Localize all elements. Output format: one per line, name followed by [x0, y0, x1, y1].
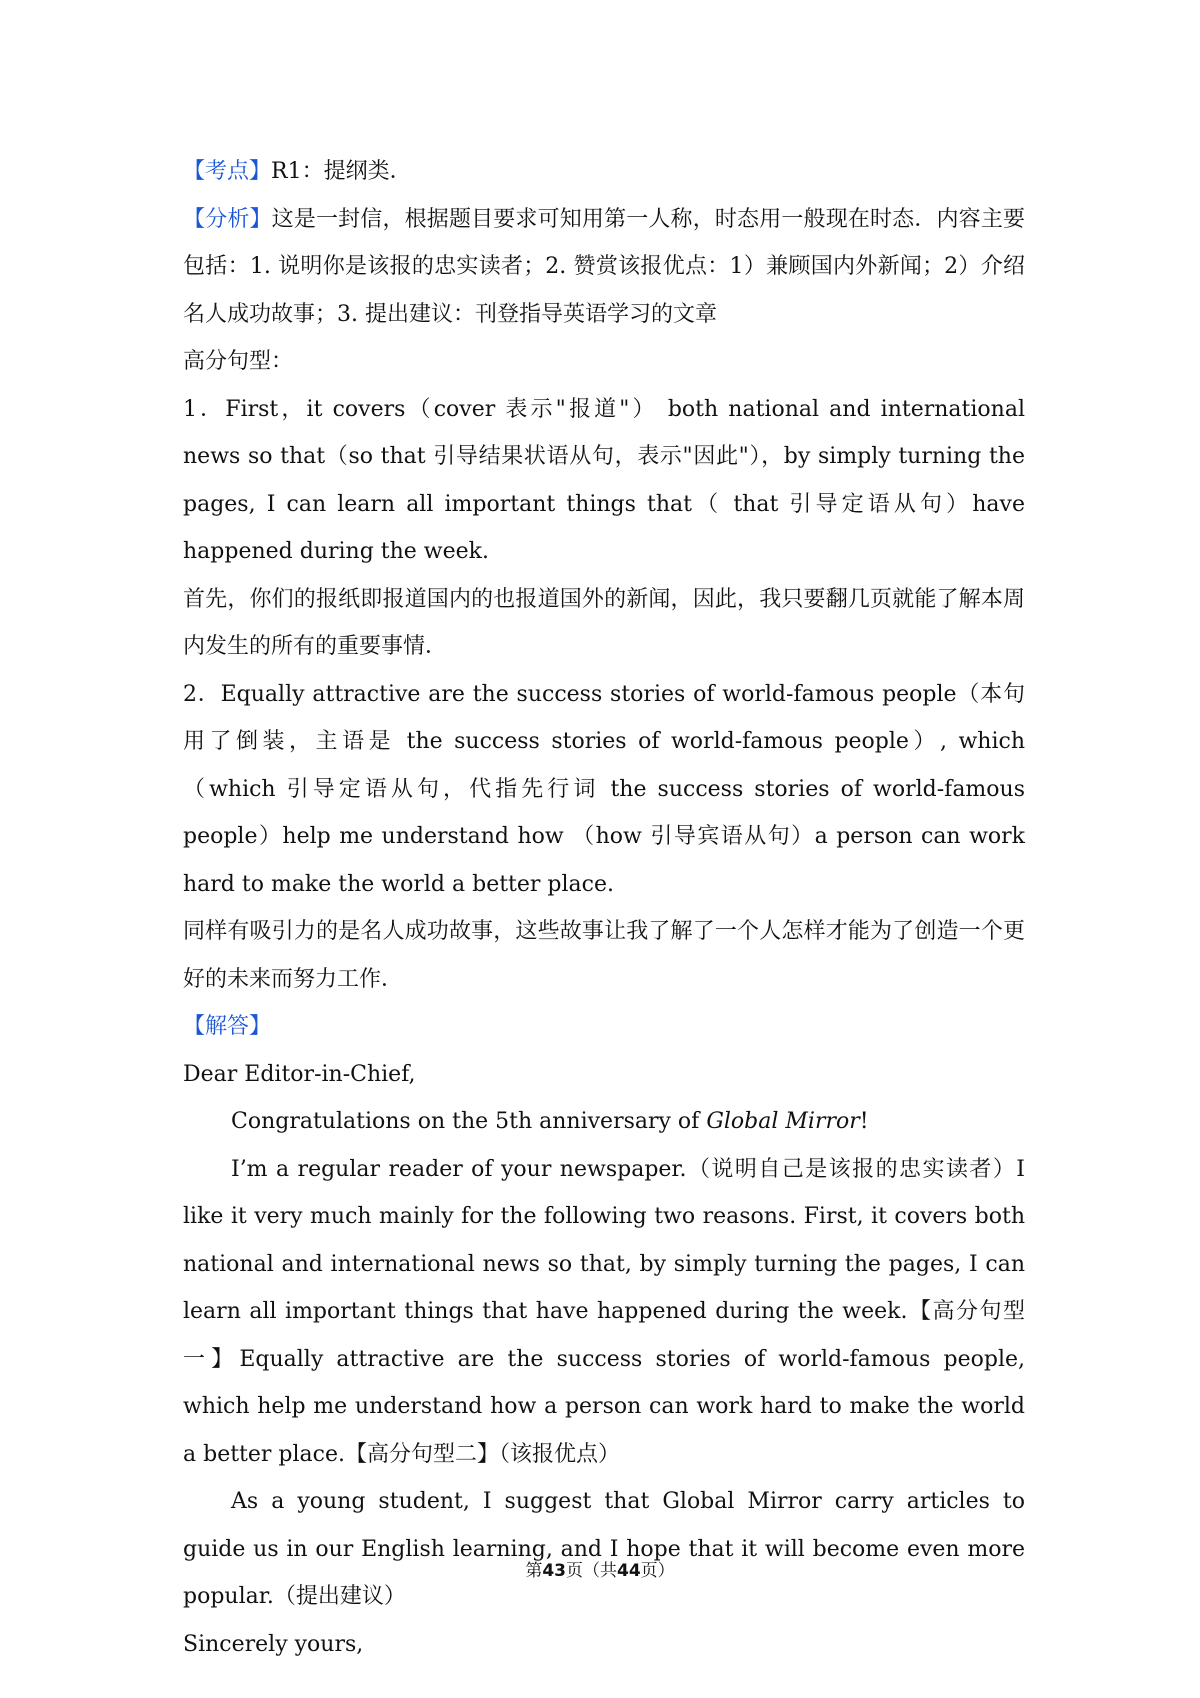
- kaodian-tag: 【考点】: [183, 159, 272, 184]
- document-body: [183, 148, 1025, 1668]
- fenxi-tag: 【分析】: [183, 206, 272, 232]
- letter-p1-before: Congratulations on the 5th anniversary of: [231, 1109, 707, 1134]
- newspaper-title: Global Mirror: [706, 1109, 860, 1134]
- sentence2-translation: 同样有吸引力的是名人成功故事，这些故事让我了解了一个人怎样才能为了创造一个更好的未来而努力工作．: [183, 919, 1025, 992]
- letter-closing: Sincerely yours,: [183, 1631, 364, 1657]
- jieda-heading: [183, 1003, 1025, 1051]
- jieda-tag: 【解答】: [183, 1014, 272, 1039]
- fenxi-text: 这是一封信，根据题目要求可知用第一人称，时态用一般现在时态．内容主要包括：1. 说明你是该报的忠实读者；2. 赞赏该报优点：1）兼顾国内外新闻；2）介绍名人成功故事；3. 提出建议：刊登指导英语学习的文章: [183, 206, 1025, 327]
- sentence1-english: 1．First，it covers（cover 表示"报道"） both national and international news so that（so that 引导结果状语从句，表示"因此"），by simply turning the pages, I can learn all important things that（ that 引导定语从句）have happened during the week.: [183, 396, 1025, 564]
- kaodian-line: [183, 148, 1025, 196]
- footer-prefix: 第: [525, 1561, 543, 1581]
- footer-middle: 页（共: [566, 1561, 617, 1581]
- letter-paragraph-2: I’m a regular reader of your newspaper.（说明自己是该报的忠实读者）I like it very much mainly for the following two reasons. First, it covers both national and international news so that, by simply turning the pages, I can learn all important things that have happened during the week.【高分句型一】Equally attractive are the success stories of world-famous people, which help me understand how a person can work hard to make the world a better place.【高分句型二】（该报优点）: [183, 1156, 1025, 1467]
- footer-page-number: 43: [542, 1561, 566, 1581]
- letter-p1-after: !: [859, 1109, 869, 1134]
- letter-salutation: Dear Editor-in-Chief,: [183, 1061, 416, 1087]
- kaodian-text: R1：提纲类．: [271, 159, 412, 184]
- sentence1-translation: 首先，你们的报纸即报道国内的也报道国外的新闻，因此，我只要翻几页就能了解本周内发生的所有的重要事情．: [183, 586, 1025, 659]
- sentence2-english: 2．Equally attractive are the success stories of world-famous people（本句用了倒装，主语是 the success stories of world-famous people）, which （which 引导定语从句，代指先行词 the success stories of world-famous people）help me understand how （how 引导宾语从句）a person can work hard to make the world a better place.: [183, 681, 1025, 897]
- fenxi-paragraph: [183, 196, 1025, 339]
- footer-suffix: 页）: [640, 1561, 675, 1581]
- letter-paragraph-1: [183, 1098, 1025, 1146]
- footer-total-pages: 44: [617, 1561, 641, 1581]
- high-score-title: 高分句型：: [183, 349, 294, 374]
- letter-paragraph-3: As a young student, I suggest that Global Mirror carry articles to guide us in our English learning, and I hope that it will become even more popular.（提出建议）: [183, 1489, 1025, 1609]
- page-footer: [0, 1556, 1200, 1581]
